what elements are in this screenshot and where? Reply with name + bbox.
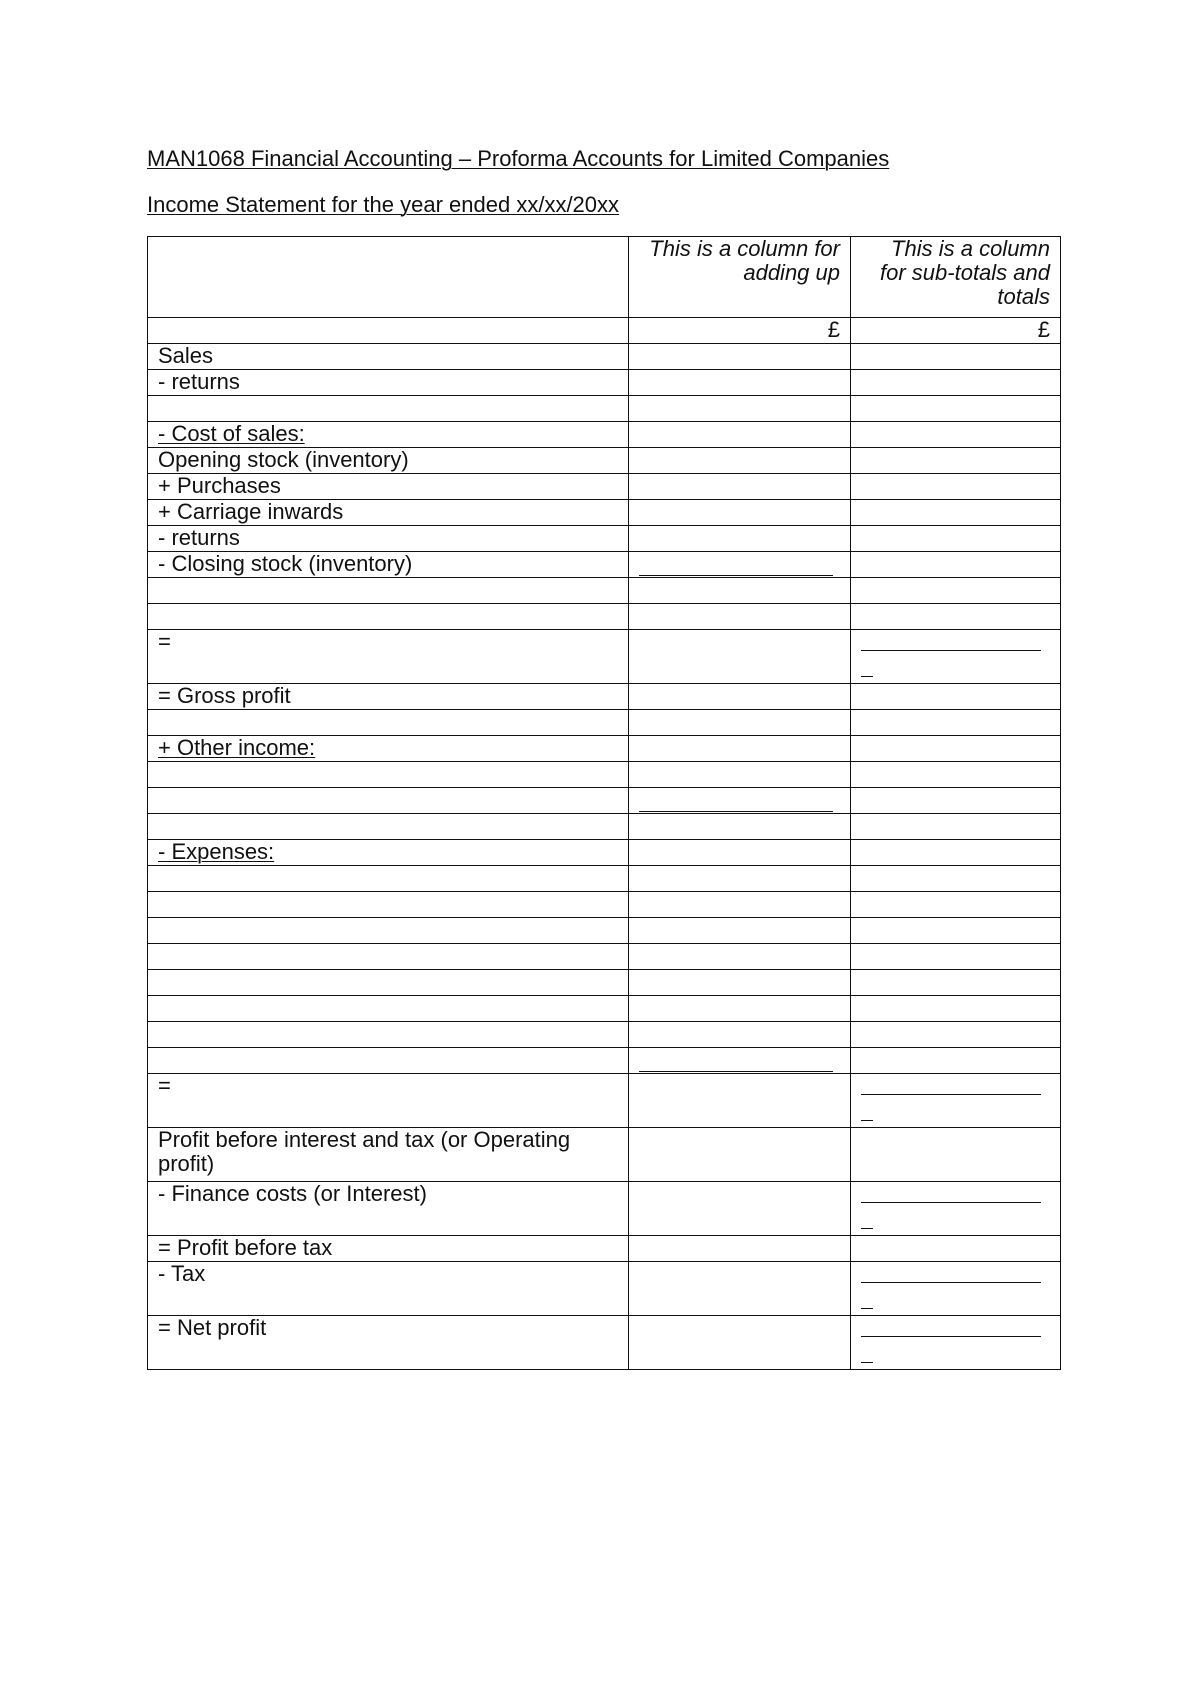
row-label-carriage-inwards: + Carriage inwards xyxy=(148,500,629,526)
adding-cell xyxy=(629,684,851,710)
row-label-sales: Sales xyxy=(148,344,629,370)
adding-cell xyxy=(629,1048,851,1074)
row-label-returns: - returns xyxy=(148,526,629,552)
adding-cell xyxy=(629,892,851,918)
currency-symbol-adding: £ xyxy=(629,318,851,344)
totals-cell xyxy=(851,996,1061,1022)
totals-cell xyxy=(851,1236,1061,1262)
currency-label-cell xyxy=(148,318,629,344)
table-row xyxy=(148,448,1061,474)
totals-cell xyxy=(851,448,1061,474)
row-label-net-profit: = Net profit xyxy=(148,1316,629,1370)
totals-cell xyxy=(851,866,1061,892)
table-row xyxy=(148,684,1061,710)
totals-column-header: This is a column for sub-totals and totals xyxy=(851,237,1061,318)
adding-cell xyxy=(629,1074,851,1128)
table-row xyxy=(148,970,1061,996)
totals-cell xyxy=(851,500,1061,526)
table-row xyxy=(148,866,1061,892)
adding-cell xyxy=(629,762,851,788)
adding-cell xyxy=(629,552,851,578)
table-row xyxy=(148,1022,1061,1048)
adding-cell xyxy=(629,370,851,396)
row-label-blank xyxy=(148,1022,629,1048)
other-income-label: + Other income: xyxy=(158,735,316,760)
income-statement-table xyxy=(147,236,1061,1370)
row-label-blank xyxy=(148,944,629,970)
table-row xyxy=(148,630,1061,684)
adding-cell xyxy=(629,736,851,762)
table-row xyxy=(148,474,1061,500)
totals-cell xyxy=(851,762,1061,788)
table-row xyxy=(148,344,1061,370)
totals-cell xyxy=(851,630,1061,684)
adding-cell xyxy=(629,396,851,422)
row-label-blank xyxy=(148,1048,629,1074)
adding-cell xyxy=(629,866,851,892)
row-label-blank xyxy=(148,918,629,944)
table-row xyxy=(148,422,1061,448)
row-label-equals: = xyxy=(148,1074,629,1128)
table-row xyxy=(148,840,1061,866)
row-label-blank xyxy=(148,396,629,422)
row-label-closing-stock: - Closing stock (inventory) xyxy=(148,552,629,578)
table-row xyxy=(148,918,1061,944)
document-title: MAN1068 Financial Accounting – Proforma Accounts for Limited Companies xyxy=(147,146,890,171)
adding-cell xyxy=(629,710,851,736)
adding-cell xyxy=(629,500,851,526)
row-label-tax: - Tax xyxy=(148,1262,629,1316)
adding-cell xyxy=(629,840,851,866)
table-row xyxy=(148,996,1061,1022)
totals-cell xyxy=(851,944,1061,970)
row-label-blank xyxy=(148,578,629,604)
table-row xyxy=(148,1128,1061,1182)
totals-cell xyxy=(851,526,1061,552)
row-label-blank xyxy=(148,710,629,736)
adding-cell xyxy=(629,448,851,474)
totals-cell xyxy=(851,892,1061,918)
row-label-operating-profit: Profit before interest and tax (or Operating profit) xyxy=(148,1128,629,1182)
totals-cell xyxy=(851,736,1061,762)
row-label-blank xyxy=(148,996,629,1022)
row-label-gross-profit: = Gross profit xyxy=(148,684,629,710)
totals-cell xyxy=(851,710,1061,736)
row-label-blank xyxy=(148,814,629,840)
row-label-returns: - returns xyxy=(148,370,629,396)
cost-of-sales-label: - Cost of sales: xyxy=(158,421,305,446)
totals-cell xyxy=(851,344,1061,370)
adding-cell xyxy=(629,422,851,448)
underline-rule xyxy=(639,811,833,812)
table-row xyxy=(148,1048,1061,1074)
table-row xyxy=(148,552,1061,578)
table-row xyxy=(148,1182,1061,1236)
row-label-blank xyxy=(148,892,629,918)
adding-cell xyxy=(629,1128,851,1182)
table-row xyxy=(148,578,1061,604)
totals-cell xyxy=(851,1022,1061,1048)
totals-cell xyxy=(851,552,1061,578)
totals-cell xyxy=(851,1128,1061,1182)
subtotal-rule xyxy=(861,1182,1050,1232)
row-label-expenses xyxy=(148,840,629,866)
totals-cell xyxy=(851,422,1061,448)
row-label-cost-of-sales xyxy=(148,422,629,448)
adding-cell xyxy=(629,1022,851,1048)
underline-rule xyxy=(639,1071,833,1072)
totals-cell xyxy=(851,1074,1061,1128)
totals-cell xyxy=(851,1048,1061,1074)
row-label-blank xyxy=(148,604,629,630)
row-label-blank xyxy=(148,866,629,892)
adding-cell xyxy=(629,996,851,1022)
row-label-purchases: + Purchases xyxy=(148,474,629,500)
table-row xyxy=(148,944,1061,970)
subtotal-rule xyxy=(861,1074,1050,1124)
totals-cell xyxy=(851,578,1061,604)
table-row xyxy=(148,500,1061,526)
totals-cell xyxy=(851,840,1061,866)
table-row xyxy=(148,736,1061,762)
table-row xyxy=(148,396,1061,422)
row-label-blank xyxy=(148,788,629,814)
adding-cell xyxy=(629,630,851,684)
header-label-cell xyxy=(148,237,629,318)
adding-cell xyxy=(629,1316,851,1370)
underline-rule xyxy=(639,575,833,576)
adding-cell xyxy=(629,970,851,996)
statement-heading: Income Statement for the year ended xx/xx/20xx xyxy=(147,192,620,217)
totals-cell xyxy=(851,684,1061,710)
totals-cell xyxy=(851,604,1061,630)
totals-cell xyxy=(851,370,1061,396)
table-row xyxy=(148,370,1061,396)
totals-cell xyxy=(851,1262,1061,1316)
currency-symbol-totals: £ xyxy=(851,318,1061,344)
table-row xyxy=(148,814,1061,840)
totals-cell xyxy=(851,396,1061,422)
totals-cell xyxy=(851,1182,1061,1236)
totals-cell xyxy=(851,474,1061,500)
adding-cell xyxy=(629,604,851,630)
adding-cell xyxy=(629,526,851,552)
adding-cell xyxy=(629,1262,851,1316)
row-label-finance-costs: - Finance costs (or Interest) xyxy=(148,1182,629,1236)
adding-cell xyxy=(629,814,851,840)
expenses-label: - Expenses: xyxy=(158,839,275,864)
table-row xyxy=(148,788,1061,814)
table-row xyxy=(148,1074,1061,1128)
adding-cell xyxy=(629,344,851,370)
table-row xyxy=(148,604,1061,630)
row-label-profit-before-tax: = Profit before tax xyxy=(148,1236,629,1262)
table-row xyxy=(148,710,1061,736)
subtotal-rule xyxy=(861,630,1050,680)
row-label-blank xyxy=(148,970,629,996)
totals-cell xyxy=(851,1316,1061,1370)
adding-cell xyxy=(629,944,851,970)
subtotal-rule xyxy=(861,1316,1050,1366)
totals-cell xyxy=(851,788,1061,814)
table-row xyxy=(148,1316,1061,1370)
row-label-blank xyxy=(148,762,629,788)
adding-cell xyxy=(629,788,851,814)
totals-cell xyxy=(851,970,1061,996)
table-header-row xyxy=(148,237,1061,318)
currency-row xyxy=(148,318,1061,344)
subtotal-rule xyxy=(861,1262,1050,1312)
table-row xyxy=(148,526,1061,552)
table-row xyxy=(148,892,1061,918)
table-row xyxy=(148,1262,1061,1316)
table-row xyxy=(148,762,1061,788)
adding-cell xyxy=(629,474,851,500)
adding-cell xyxy=(629,1182,851,1236)
row-label-equals: = xyxy=(148,630,629,684)
row-label-opening-stock: Opening stock (inventory) xyxy=(148,448,629,474)
row-label-other-income xyxy=(148,736,629,762)
table-row xyxy=(148,1236,1061,1262)
totals-cell xyxy=(851,918,1061,944)
adding-column-header: This is a column for adding up xyxy=(629,237,851,318)
adding-cell xyxy=(629,918,851,944)
adding-cell xyxy=(629,578,851,604)
adding-cell xyxy=(629,1236,851,1262)
totals-cell xyxy=(851,814,1061,840)
